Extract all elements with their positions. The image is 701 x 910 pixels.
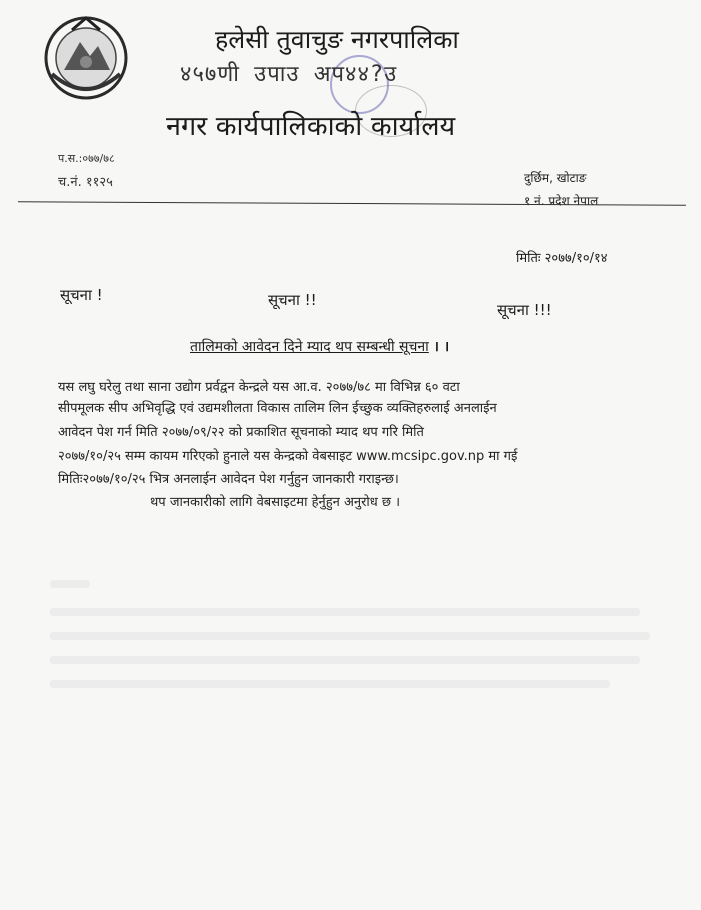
subject-line [190, 337, 449, 356]
bleed-through-mark [50, 680, 610, 688]
body-line-1: यस लघु घरेलु तथा साना उद्योग प्रर्वद्वन केन्द्रले यस आ.व. २०७७/७८ मा विभिन्न ६० वटा [58, 380, 460, 395]
office-code-line: ४५७णी उपाउ अप४४?उ [180, 62, 398, 87]
body-line-6: थप जानकारीको लागि वेबसाइटमा हेर्नुहुन अनुरोध छ । [150, 495, 401, 510]
chalani-number: च.नं. ११२५ [58, 175, 113, 190]
body-line-3: आवेदन पेश गर्न मिति २०७७/०९/२२ को प्रकाशित सूचनाको म्याद थप गरि मिति [58, 425, 424, 440]
notice-heading-2: सूचना !! [268, 291, 317, 309]
body-line-5: मितिः२०७७/१०/२५ भित्र अनलाईन आवेदन पेश गर्नुहुन जानकारी गराइन्छ। [58, 472, 399, 487]
bleed-through-mark [50, 632, 650, 640]
body-line-4: २०७७/१०/२५ सम्म कायम गरिएको हुनाले यस केन्द्रको वेबसाइट www.mcsipc.gov.np मा गई [58, 449, 518, 464]
bleed-through-mark [50, 608, 640, 616]
notice-heading-3: सूचना !!! [497, 301, 552, 319]
subject-text: तालिमको आवेदन दिने म्याद थप सम्बन्धी सूचना [190, 339, 429, 355]
body-line-2: सीपमूलक सीप अभिवृद्धि एवं उद्यमशीलता विकास तालिम लिन ईच्छुक व्यक्तिहरुलाई अनलाईन [58, 401, 497, 416]
address-line1: दुर्छिम, खोटाङ [524, 171, 587, 185]
municipality-name: हलेसी तुवाचुङ नगरपालिका [215, 25, 459, 54]
letter-date: मितिः २०७७/१०/१४ [516, 251, 608, 266]
nepal-government-emblem-icon [42, 12, 130, 104]
office-name: नगर कार्यपालिकाको कार्यालय [166, 111, 456, 142]
patra-sankhya: प.स.:०७७/७८ [58, 152, 115, 165]
bleed-through-mark [50, 656, 640, 664]
bleed-through-mark [50, 580, 90, 588]
notice-heading-1: सूचना ! [60, 286, 103, 304]
subject-suffix: । । [428, 339, 450, 355]
address-line2: १ नं. प्रदेश नेपाल [524, 194, 599, 208]
